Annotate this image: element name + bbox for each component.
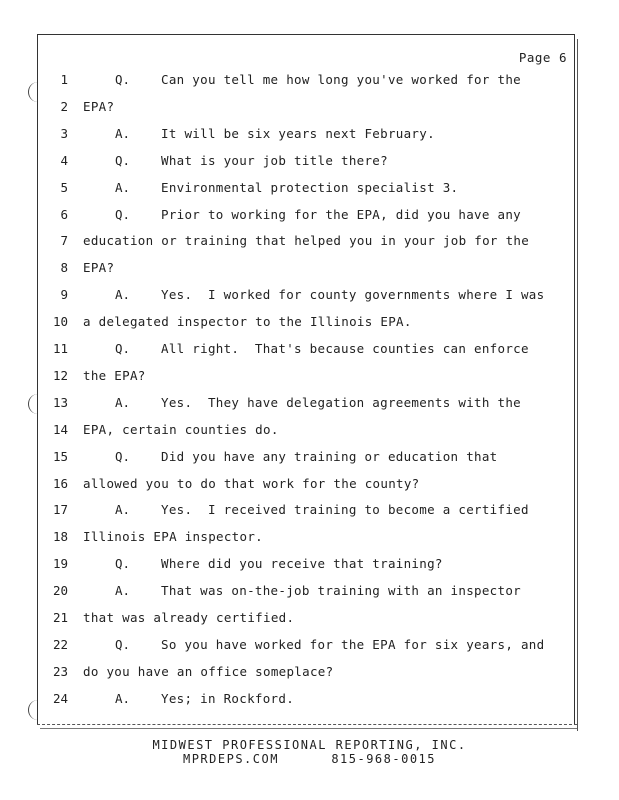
line-text: EPA?: [83, 260, 115, 275]
transcript-line: [0, 556, 619, 574]
line-number: 20: [52, 583, 68, 598]
line-text: Where did you receive that training?: [161, 556, 443, 571]
line-number: 7: [60, 233, 68, 248]
line-number: 10: [52, 314, 68, 329]
transcript-line: [0, 691, 619, 709]
line-text: Yes; in Rockford.: [161, 691, 295, 706]
line-text: It will be six years next February.: [161, 126, 435, 141]
speaker-label: Q.: [115, 153, 131, 168]
speaker-label: Q.: [115, 207, 131, 222]
bottom-rule-inner: [40, 728, 577, 729]
transcript-line: [0, 664, 619, 682]
speaker-label: A.: [115, 287, 131, 302]
bottom-rule: [37, 724, 577, 725]
transcript-line: [0, 395, 619, 413]
line-number: 21: [52, 610, 68, 625]
footer-website: MPRDEPS.COM: [182, 752, 279, 766]
line-number: 23: [52, 664, 68, 679]
line-text: So you have worked for the EPA for six years, and: [161, 637, 545, 652]
page-number-label: Page 6: [518, 50, 567, 65]
footer-contact: [0, 752, 619, 766]
line-text: That was on-the-job training with an inspector: [161, 583, 521, 598]
transcript-line: [0, 610, 619, 628]
transcript-line: [0, 502, 619, 520]
line-number: 6: [60, 207, 68, 222]
line-text: EPA, certain counties do.: [83, 422, 279, 437]
line-number: 11: [52, 341, 68, 356]
line-number: 4: [60, 153, 68, 168]
transcript-line: [0, 583, 619, 601]
line-text: do you have an office someplace?: [83, 664, 334, 679]
transcript-line: [0, 260, 619, 278]
line-text: Did you have any training or education that: [161, 449, 498, 464]
line-text: allowed you to do that work for the county?: [83, 476, 420, 491]
transcript-line: [0, 476, 619, 494]
speaker-label: Q.: [115, 449, 131, 464]
line-number: 22: [52, 637, 68, 652]
line-text: a delegated inspector to the Illinois EPA.: [83, 314, 412, 329]
speaker-label: A.: [115, 180, 131, 195]
line-number: 1: [60, 72, 68, 87]
line-number: 5: [60, 180, 68, 195]
line-text: Yes. I worked for county governments where I was: [161, 287, 545, 302]
speaker-label: Q.: [115, 556, 131, 571]
line-text: What is your job title there?: [161, 153, 388, 168]
line-number: 8: [60, 260, 68, 275]
line-text: Yes. They have delegation agreements with the: [161, 395, 521, 410]
speaker-label: A.: [115, 126, 131, 141]
transcript-line: [0, 449, 619, 467]
line-number: 9: [60, 287, 68, 302]
transcript-line: [0, 72, 619, 90]
speaker-label: Q.: [115, 72, 131, 87]
speaker-label: Q.: [115, 637, 131, 652]
transcript-line: [0, 287, 619, 305]
transcript-line: [0, 207, 619, 225]
transcript-line: [0, 314, 619, 332]
speaker-label: A.: [115, 502, 131, 517]
line-number: 17: [52, 502, 68, 517]
transcript-line: [0, 233, 619, 251]
speaker-label: A.: [115, 583, 131, 598]
footer-phone: 815-968-0015: [331, 752, 437, 766]
line-text: Prior to working for the EPA, did you have any: [161, 207, 521, 222]
line-text: All right. That's because counties can enforce: [161, 341, 529, 356]
line-number: 12: [52, 368, 68, 383]
transcript-line: [0, 153, 619, 171]
line-number: 16: [52, 476, 68, 491]
transcript-line: [0, 368, 619, 386]
line-number: 24: [52, 691, 68, 706]
line-number: 18: [52, 529, 68, 544]
line-text: the EPA?: [83, 368, 146, 383]
transcript-line: [0, 637, 619, 655]
line-number: 14: [52, 422, 68, 437]
speaker-label: Q.: [115, 341, 131, 356]
line-text: that was already certified.: [83, 610, 295, 625]
transcript-line: [0, 99, 619, 117]
line-number: 13: [52, 395, 68, 410]
line-number: 19: [52, 556, 68, 571]
speaker-label: A.: [115, 691, 131, 706]
transcript-line: [0, 180, 619, 198]
transcript-line: [0, 422, 619, 440]
line-number: 3: [60, 126, 68, 141]
line-text: education or training that helped you in your job for the: [83, 233, 530, 248]
transcript-line: [0, 341, 619, 359]
line-text: Yes. I received training to become a certified: [161, 502, 529, 517]
footer-company: MIDWEST PROFESSIONAL REPORTING, INC.: [152, 738, 467, 752]
line-number: 2: [60, 99, 68, 114]
transcript-line: [0, 529, 619, 547]
line-text: Environmental protection specialist 3.: [161, 180, 459, 195]
line-number: 15: [52, 449, 68, 464]
line-text: Illinois EPA inspector.: [83, 529, 263, 544]
transcript-line: [0, 126, 619, 144]
line-text: Can you tell me how long you've worked for the: [161, 72, 521, 87]
speaker-label: A.: [115, 395, 131, 410]
line-text: EPA?: [83, 99, 115, 114]
